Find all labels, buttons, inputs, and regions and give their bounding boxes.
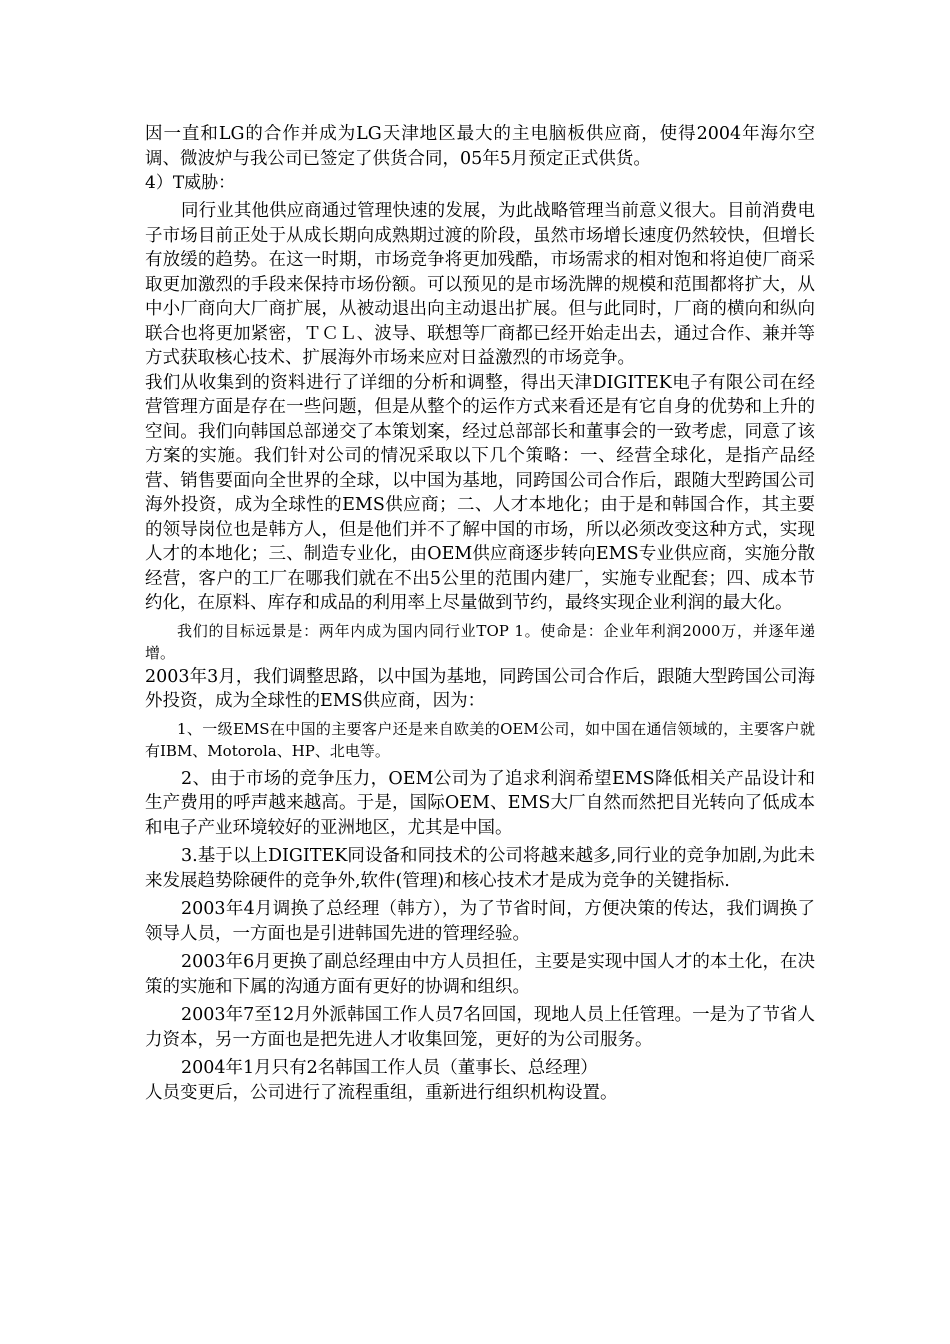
paragraph-2003-july-dec: 2003年7至12月外派韩国工作人员7名回国，现地人员上任管理。一是为了节省人力资本，另一方面也是把先进人才收集回笼，更好的为公司服务。 [145, 1005, 815, 1050]
paragraph-2003-march: 2003年3月，我们调整思路，以中国为基地，同跨国公司合作后，跟随大型跨国公司海外投资，成为全球性的EMS供应商，因为： [145, 666, 815, 711]
paragraph-reason-2: 2、由于市场的竞争压力，OEM公司为了追求利润希望EMS降低相关产品设计和生产费用的呼声越来越高。于是，国际OEM、EMS大厂自然而然把目光转向了低成本和电子产业环境较好的亚洲地区，尤其是中国。 [145, 768, 815, 838]
paragraph-goal-vision: 我们的目标远景是：两年内成为国内同行业TOP 1。使命是：企业年利润2000万，并逐年递增。 [145, 621, 815, 662]
paragraph-process-reorg: 人员变更后，公司进行了流程重组，重新进行组织机构设置。 [145, 1082, 618, 1103]
document-page [145, 122, 815, 1105]
paragraph-threats: 同行业其他供应商通过管理快速的发展，为此战略管理当前意义很大。目前消费电子市场目前正处于从成长期向成熟期过渡的阶段，虽然市场增长速度仍然较快，但增长有放缓的趋势。在这一时期，市场竞争将更加残酷，市场需求的相对饱和将迫使厂商采取更加激烈的手段来保持市场份额。可以预见的是市场洗牌的规模和范围都将扩大，从中小厂商向大厂商扩展，从被动退出向主动退出扩展。但与此同时，厂商的横向和纵向联合也将更加紧密，ＴＣＬ、波导、联想等厂商都已经开始走出去，通过合作、兼并等方式获取核心技术、扩展海外市场来应对日益激烈的市场竞争。 [145, 201, 815, 368]
section-heading-threats: 4）T威胁： [145, 173, 236, 193]
paragraph-2004-january: 2004年1月只有2名韩国工作人员（董事长、总经理） [181, 1058, 598, 1078]
paragraph-2003-june: 2003年6月更换了副总经理由中方人员担任，主要是实现中国人才的本土化，在决策的实施和下属的沟通方面有更好的协调和组织。 [145, 952, 815, 997]
paragraph-reason-3: 3.基于以上DIGITEK同设备和同技术的公司将越来越多,同行业的竞争加剧,为此未来发展趋势除硬件的竞争外,软件(管理)和核心技术才是成为竞争的关键指标. [145, 846, 815, 891]
paragraph-analysis-strategy: 我们从收集到的资料进行了详细的分析和调整，得出天津DIGITEK电子有限公司在经营管理方面是存在一些问题，但是从整个的运作方式来看还是有它自身的优势和上升的空间。我们向韩国总部递交了本策划案，经过总部部长和董事会的一致考虑，同意了该方案的实施。我们针对公司的情况采取以下几个策略：一、经营全球化，是指产品经营、销售要面向全世界的全球，以中国为基地，同跨国公司合作后，跟随大型跨国公司海外投资，成为全球性的EMS供应商；二、人才本地化；由于是和韩国合作，其主要的领导岗位也是韩方人，但是他们并不了解中国的市场，所以必须改变这种方式，实现人才的本地化；三、制造专业化，由OEM供应商逐步转向EMS专业供应商，实施分散经营，客户的工厂在哪我们就在不出5公里的范围内建厂，实施专业配套；四、成本节约化，在原料、库存和成品的利用率上尽量做到节约，最终实现企业利润的最大化。 [145, 372, 815, 613]
paragraph-lg-cooperation: 因一直和LG的合作并成为LG天津地区最大的主电脑板供应商，使得2004年海尔空调、微波炉与我公司已签定了供货合同，05年5月预定正式供货。 [145, 124, 815, 169]
paragraph-reason-1: 1、一级EMS在中国的主要客户还是来自欧美的OEM公司，如中国在通信领域的，主要客户就有IBM、Motorola、HP、北电等。 [145, 719, 815, 760]
paragraph-2003-april: 2003年4月调换了总经理（韩方），为了节省时间，方便决策的传达，我们调换了领导人员，一方面也是引进韩国先进的管理经验。 [145, 899, 815, 944]
